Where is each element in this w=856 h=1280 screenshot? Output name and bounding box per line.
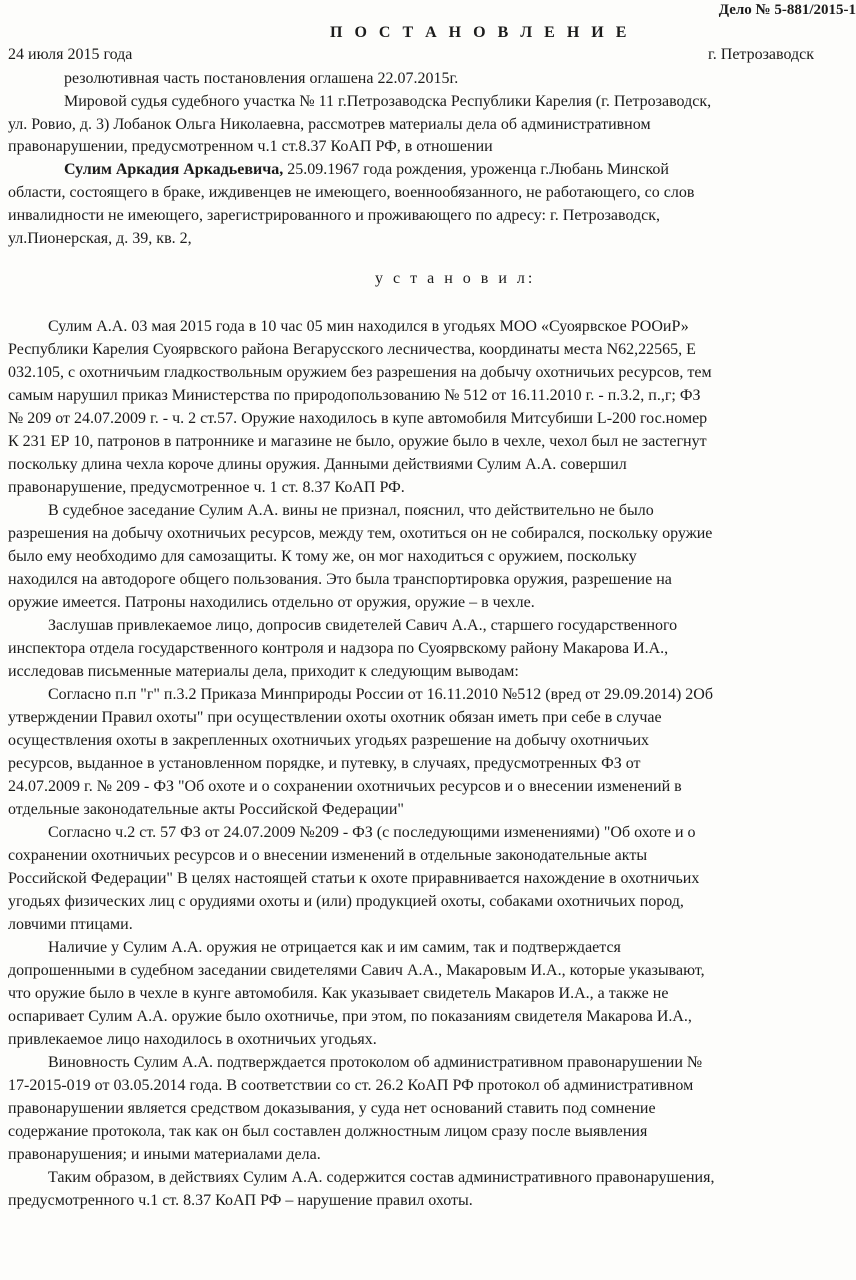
body-line: что оружие было в чехле в кунге автомобиля. Как указывает свидетель Макаров И.А., а также не	[8, 985, 669, 1002]
body-line: ловчими птицами.	[8, 916, 133, 933]
body-line: № 209 от 24.07.2009 г. - ч. 2 ст.57. Оружие находилось в купе автомобиля Митсубиши L-200 гос.номер	[8, 410, 708, 427]
body-line: инспектора отдела государственного контроля и надзора по Суоярвскому району Макарова И.А.,	[8, 640, 669, 657]
body-line: осуществления охоты в закрепленных охотничьих угодьях разрешение на добычу охотничьих	[8, 732, 650, 749]
subject-line: области, состоящего в браке, иждивенцев не имеющего, военнообязанного, не работающего, со слов	[8, 184, 695, 201]
body-line: поскольку длина чехла короче длины оружия. Данными действиями Сулим А.А. совершил	[8, 456, 627, 473]
document-city: г. Петрозаводск	[708, 46, 815, 63]
body-line: было ему необходимо для самозащиты. К тому же, он мог находиться с оружием, поскольку	[8, 548, 637, 565]
case-number: Дело № 5-881/2015-1	[718, 2, 856, 18]
intro-line: ул. Ровио, д. 3) Лобанок Ольга Николаевна, рассмотрев материалы дела об административном	[8, 116, 651, 133]
body-line: Российской Федерации" В целях настоящей статьи к охоте приравнивается нахождение в охотничьих	[8, 870, 700, 887]
subject-name: Сулим Аркадия Аркадьевича,	[64, 161, 284, 178]
body-line: Согласно п.п "г" п.3.2 Приказа Минприроды России от 16.11.2010 №512 (вред от 29.09.2014) 2Об	[48, 686, 713, 703]
subject-line	[64, 159, 669, 181]
document-date: 24 июля 2015 года	[8, 46, 133, 63]
body-line: содержание протокола, так как он был составлен должностным лицом сразу после выявления	[8, 1123, 648, 1140]
intro-line: резолютивная часть постановления оглашена 22.07.2015г.	[64, 70, 459, 87]
body-line: Наличие у Сулим А.А. оружия не отрицается как и им самим, так и подтверждается	[48, 939, 621, 956]
body-line: разрешения на добычу охотничьих ресурсов, между тем, охотиться он не собирался, поскольку оружие	[8, 525, 713, 542]
body-line: К 231 ЕР 10, патронов в патроннике и магазине не было, оружие было в чехле, чехол был не застегнут	[8, 433, 707, 450]
body-line: Заслушав привлекаемое лицо, допросив свидетелей Савич А.А., старшего государственного	[48, 617, 678, 634]
body-line: исследовав письменные материалы дела, приходит к следующим выводам:	[8, 663, 519, 680]
body-line: ресурсов, выданное в установленном порядке, и путевку, в случаях, предусмотренных ФЗ от	[8, 755, 641, 772]
body-line: 17-2015-019 от 03.05.2014 года. В соответствии со ст. 26.2 КоАП РФ протокол об административном	[8, 1077, 694, 1094]
body-line: привлекаемое лицо находилось в охотничьих угодьях.	[8, 1031, 377, 1048]
body-line: оспаривает Сулим А.А. оружие было охотничье, при этом, по показаниям свидетеля Макарова И.А.,	[8, 1008, 692, 1025]
body-line: правонарушения; и иными материалами дела.	[8, 1146, 321, 1163]
section-heading: у с т а н о в и л:	[375, 270, 536, 287]
body-line: В судебное заседание Сулим А.А. вины не признал, пояснил, что действительно не было	[48, 502, 654, 519]
body-line: правонарушение, предусмотренное ч. 1 ст. 8.37 КоАП РФ.	[8, 479, 405, 496]
intro-line: Мировой судья судебного участка № 11 г.Петрозаводска Республики Карелия (г. Петрозаводск,	[64, 93, 712, 110]
body-line: Сулим А.А. 03 мая 2015 года в 10 час 05 мин находился в угодьях МОО «Суоярвское РООиР»	[48, 318, 689, 335]
body-line: самым нарушил приказ Министерства по природопользованию № 512 от 16.11.2010 г. - п.3.2, п.,г; ФЗ	[8, 387, 701, 404]
body-line: Согласно ч.2 ст. 57 ФЗ от 24.07.2009 №209 - ФЗ (с последующими изменениями) "Об охоте и о	[48, 824, 696, 841]
intro-line: правонарушении, предусмотренном ч.1 ст.8.37 КоАП РФ, в отношении	[8, 138, 493, 155]
document-title: П О С Т А Н О В Л Е Н И Е	[330, 24, 631, 41]
body-line: утверждении Правил охоты" при осуществлении охоты охотник обязан иметь при себе в случае	[8, 709, 662, 726]
body-line: 24.07.2009 г. № 209 - ФЗ "Об охоте и о сохранении охотничьих ресурсов и о внесении изменений в	[8, 778, 682, 795]
body-line: 032.105, с охотничьим гладкоствольным оружием без разрешения на добычу охотничьих ресурсов, тем	[8, 364, 712, 381]
body-line: правонарушении является средством доказывания, у суда нет оснований ставить под сомнение	[8, 1100, 656, 1117]
body-line: отдельные законодательные акты Российской Федерации"	[8, 801, 404, 818]
body-line: предусмотренного ч.1 ст. 8.37 КоАП РФ – нарушение правил охоты.	[8, 1192, 473, 1209]
body-line: угодьях физических лиц с орудиями охоты и (или) продукцией охоты, собаками охотничьих пород,	[8, 893, 684, 910]
body-line: оружие имеется. Патроны находились отдельно от оружия, оружие – в чехле.	[8, 594, 535, 611]
body-line: сохранении охотничьих ресурсов и о внесении изменений в отдельные законодательные акты	[8, 847, 648, 864]
body-line: находился на автодороге общего пользования. Это была транспортировка оружия, разрешение на	[8, 571, 672, 588]
subject-line: ул.Пионерская, д. 39, кв. 2,	[8, 230, 192, 247]
subject-line: инвалидности не имеющего, зарегистрированного и проживающего по адресу: г. Петрозаводск,	[8, 207, 661, 224]
body-line: Виновность Сулим А.А. подтверждается протоколом об административном правонарушении №	[48, 1054, 703, 1071]
body-line: Таким образом, в действиях Сулим А.А. содержится состав административного правонарушения,	[48, 1169, 715, 1186]
body-line: Республики Карелия Суоярвского района Вегарусского лесничества, координаты места N62,22565, E	[8, 341, 696, 358]
body-line: допрошенными в судебном заседании свидетелями Савич А.А., Макаровым И.А., которые указывают,	[8, 962, 705, 979]
subject-line-rest: 25.09.1967 года рождения, уроженца г.Любань Минской	[283, 161, 669, 178]
